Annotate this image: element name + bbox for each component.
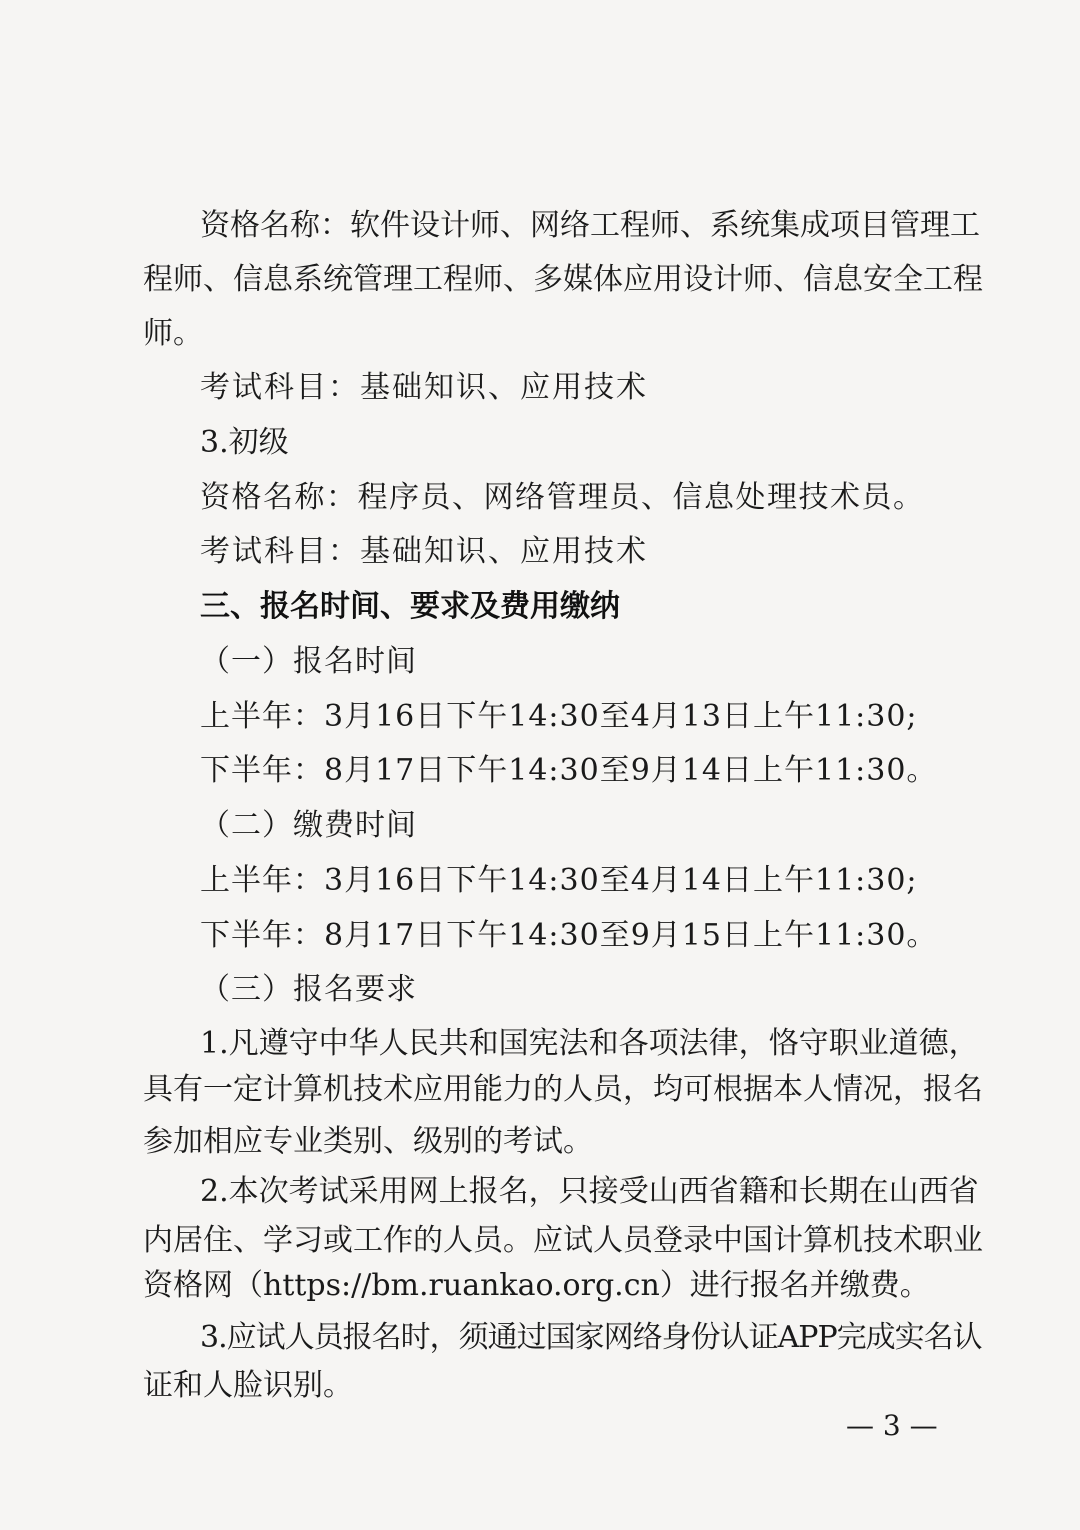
subsection-heading: （三）报名要求 [200, 972, 417, 1007]
text-line: 程师、信息系统管理工程师、多媒体应用设计师、信息安全工程 [143, 262, 983, 297]
text-line: 具有一定计算机技术应用能力的人员，均可根据本人情况，报名 [143, 1072, 983, 1107]
subsection-heading: （二）缴费时间 [200, 808, 417, 843]
text-line: 2.本次考试采用网上报名，只接受山西省籍和长期在山西省 [200, 1174, 979, 1209]
text-line-website: 资格网（https://bm.ruankao.org.cn）进行报名并缴费。 [143, 1268, 930, 1303]
text-line-payment-second-half: 下半年：8月17日下午14:30至9月15日上午11:30。 [200, 918, 938, 953]
text-line-exam-subjects: 考试科目：基础知识、应用技术 [200, 370, 648, 405]
page-number: — 3 — [846, 1409, 938, 1442]
text-line: 证和人脸识别。 [143, 1368, 353, 1403]
section-heading: 三、报名时间、要求及费用缴纳 [200, 589, 620, 624]
subsection-heading: （一）报名时间 [200, 644, 417, 679]
text-line-registration-first-half: 上半年：3月16日下午14:30至4月13日上午11:30; [200, 699, 918, 734]
text-line: 内居住、学习或工作的人员。应试人员登录中国计算机技术职业 [143, 1223, 983, 1258]
text-line: 3.应试人员报名时，须通过国家网络身份认证APP完成实名认 [200, 1320, 982, 1355]
text-line-payment-first-half: 上半年：3月16日下午14:30至4月14日上午11:30; [200, 863, 918, 898]
text-line: 参加相应专业类别、级别的考试。 [143, 1124, 593, 1159]
text-line-registration-second-half: 下半年：8月17日下午14:30至9月14日上午11:30。 [200, 753, 938, 788]
text-line-junior-level: 3.初级 [200, 425, 289, 460]
text-line-qualification-names: 资格名称：程序员、网络管理员、信息处理技术员。 [200, 480, 925, 515]
text-line: 1.凡遵守中华人民共和国宪法和各项法律，恪守职业道德， [200, 1026, 979, 1061]
text-line: 师。 [143, 316, 203, 351]
text-line-exam-subjects: 考试科目：基础知识、应用技术 [200, 534, 648, 569]
text-line-qualification-names: 资格名称：软件设计师、网络工程师、系统集成项目管理工 [200, 208, 980, 243]
